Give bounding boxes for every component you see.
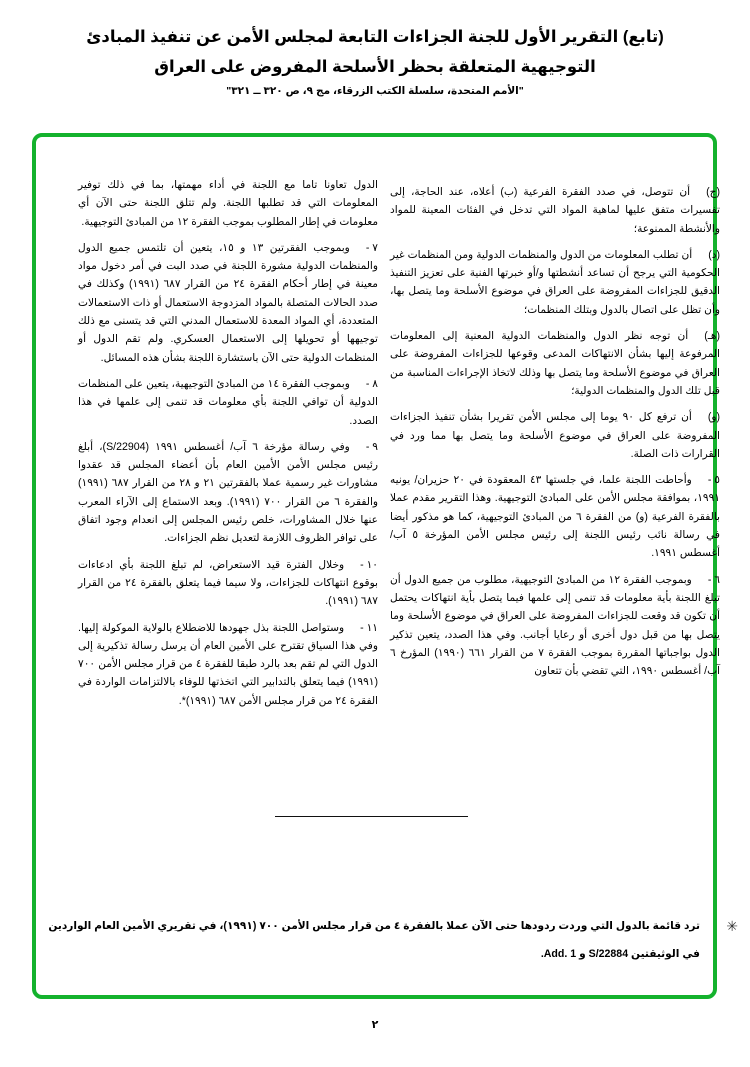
item-marker: (د) bbox=[708, 248, 720, 261]
title-line-2: التوجيهية المتعلقة بحظر الأسلحة المفروض على العراق bbox=[154, 58, 596, 76]
paragraph-8 bbox=[78, 375, 378, 430]
paragraph-7 bbox=[78, 239, 378, 367]
paragraph-h bbox=[390, 327, 720, 400]
paragraph-text: أن تطلب المعلومات من الدول والمنظمات الدولية ومن المنظمات غير الحكومية التي يرجح أن تساعد أنشطتها و/أو خبرتها الفنية على تعزيز التنفيذ الدقيق للجزاءات المفروضة على العراق في موضوع الأسلحة وما يتصل بها، وأن تظل على اتصال بالدول وبتلك المنظمات؛ bbox=[390, 248, 720, 316]
paragraph-text: وبموجب الفقرتين ١٣ و ١٥، يتعين أن تلتمس جميع الدول والمنظمات الدولية مشورة اللجنة في صدد البت في أمر دخول مواد معينة في إطار أحكام الفقرة ٢٤ من القرار ٦٨٧ (١٩٩١) وكذلك في صدد الحالات المتصلة بالمواد المزدوجة الاستعمال أو ذات الاستعمالات المتعددة، أي المواد المعدة للاستعمال المدني التي قد يتسنى مع ذلك توجيهها أو تحويلها إلى الاستعمال العسكري. ولم تقم الدول أو المنظمات الدولية حتى الآن باستشارة اللجنة بشأن هذه المسائل. bbox=[78, 241, 378, 364]
left-column bbox=[78, 176, 378, 718]
asterisk-icon: ✳ bbox=[726, 918, 738, 934]
paragraph-text: وستواصل اللجنة بذل جهودها للاضطلاع بالولاية الموكولة إليها. وفي هذا السياق تقترح على الأمين العام أن يرسل رسالة تذكيرية إلى الدول التي لم تقم بعد بالرد طبقا للفقرة ٤ من قرار مجلس الأمن ٧٠٠ (١٩٩١) فيما يتعلق بالتدابير التي اتخذتها للوفاء بالالتزامات الواردة في الفقرة ٢٤ من قرار مجلس الأمن ٦٨٧ (١٩٩١)*. bbox=[78, 621, 378, 707]
paragraph-c bbox=[390, 183, 720, 238]
paragraph-text: أن تتوصل، في صدد الفقرة الفرعية (ب) أعلاه، عند الحاجة، إلى تفسيرات متفق عليها لماهية المواد التي تدخل في الفئات المعينة للمواد والأنشطة الممنوعة؛ bbox=[390, 186, 720, 235]
item-marker: (و) bbox=[707, 411, 720, 424]
paragraph-text: وبموجب الفقرة ١٤ من المبادئ التوجيهية، يتعين على المنظمات الدولية أن توافي اللجنة بأي معلومات قد تنمى إلى علمها في هذا الصدد. bbox=[78, 377, 378, 427]
item-marker: ٥ - bbox=[707, 474, 720, 487]
item-marker: ٨ - bbox=[365, 377, 378, 390]
source-citation: "الأمم المتحدة، سلسلة الكتب الزرقاء، مج ٩، ص ٣٢٠ ــ ٣٢١" bbox=[226, 85, 524, 97]
paragraph-w bbox=[390, 408, 720, 463]
paragraph-6-continued bbox=[78, 176, 378, 231]
paragraph-text: وبموجب الفقرة ١٢ من المبادئ التوجيهية، مطلوب من جميع الدول أن تبلغ اللجنة بأية معلومات قد تنمى إلى علمها فيما يتصل بأية انتهاكات يحتمل أن تكون قد وقعت للجزاءات المفروضة على العراق في موضوع الأسلحة وما يتصل بها من قبل دول أخرى أو رعايا أجانب. وفي هذا الصدد، يتعين تذكير الدول بواجباتها المقررة بموجب الفقرة ٧ من القرار ٦٦١ (١٩٩٠) المؤرخ ٦ آب/ أغسطس ١٩٩٠، التي تقضي بأن تتعاون bbox=[390, 573, 720, 678]
item-marker: ٧ - bbox=[365, 241, 378, 254]
paragraph-11 bbox=[78, 619, 378, 710]
paragraph-text: أن توجه نظر الدول والمنظمات الدولية المعنية إلى المعلومات المرفوعة إليها بشأن الانتهاكات المدعى وقوعها للجزاءات المفروضة على العراق في موضوع الأسلحة وما يتصل بها وذلك لاتخاذ الإجراءات المناسبة من قبل تلك الدول والمنظمات الدولية؛ bbox=[390, 330, 720, 397]
footnote-separator bbox=[275, 816, 468, 817]
item-marker: ٩ - bbox=[365, 440, 378, 453]
paragraph-text: أن ترفع كل ٩٠ يوما إلى مجلس الأمن تقريرا بشأن تنفيذ الجزاءات المفروضة على العراق في موضوع الأسلحة وما يتصل بها مما ورد في القرارات ذات الصلة. bbox=[390, 411, 720, 460]
paragraph-5 bbox=[390, 471, 720, 562]
paragraph-6 bbox=[390, 571, 720, 681]
paragraph-text: وخلال الفترة قيد الاستعراض، لم تبلغ اللجنة بأي ادعاءات بوقوع انتهاكات للجزاءات، ولا سيما فيما يتعلق بالفقرة ٢٤ من القرار ٦٨٧ (١٩٩١). bbox=[78, 558, 378, 608]
paragraph-9 bbox=[78, 438, 378, 548]
paragraph-text: وأحاطت اللجنة علما، في جلستها ٤٣ المعقودة في ٢٠ حزيران/ يونيه ١٩٩١، بموافقة مجلس الأمن على المبادئ التوجيهية. وهذا التقرير مقدم عملا بالفقرة الفرعية (و) من الفقرة ٦ من المبادئ التوجيهية، كما هو مذكور أيضا في رسالة نائب رئيس اللجنة إلى رئيس مجلس الأمن المؤرخة ٥ آب/ أغسطس ١٩٩١. bbox=[390, 474, 720, 560]
footnote-line-2: في الوثيقتين S/22884 و Add. 1. bbox=[540, 948, 700, 960]
document-header bbox=[0, 22, 750, 100]
paragraph-text: الدول تعاونا تاما مع اللجنة في أداء مهمتها، بما في ذلك توفير المعلومات التي قد تطلبها اللجنة. ولم تتلق اللجنة حتى الآن أي معلومات في إطار المطلوب بموجب الفقرة ١٢ من المبادئ التوجيهية. bbox=[78, 179, 378, 228]
item-marker: ١٠ - bbox=[360, 558, 378, 571]
item-marker: ٦ - bbox=[707, 573, 720, 586]
footnote bbox=[48, 912, 738, 968]
footnote-line-1: ترد قائمة بالدول التي وردت ردودها حتى الآن عملا بالفقرة ٤ من قرار مجلس الأمن ٧٠٠ (١٩٩١)، في تقريري الأمين العام الواردين bbox=[48, 920, 700, 932]
item-marker: ١١ - bbox=[360, 621, 378, 634]
paragraph-10 bbox=[78, 556, 378, 611]
right-column bbox=[390, 183, 720, 688]
item-marker: (ج) bbox=[706, 186, 720, 198]
paragraph-text: وفي رسالة مؤرخة ٦ آب/ أغسطس ١٩٩١ (S/22904)، أبلغ رئيس مجلس الأمن الأمين العام بأن أعضاء المجلس قد عقدوا مشاورات غير رسمية عملا بالفقرتين ٢١ و ٢٨ من القرار ٦٨٧ (١٩٩١) والفقرة ٦ من القرار ٧٠٠ (١٩٩١). وبعد الاستماع إلى الآراء المعرب عنها خلال المشاورات، خلص رئيس المجلس إلى انعدام وجود اتفاق على توافر الظروف اللازمة لتعديل نظم الجزاءات. bbox=[78, 440, 378, 545]
paragraph-d bbox=[390, 246, 720, 319]
item-marker: (هـ) bbox=[704, 330, 720, 343]
page-number: ٢ bbox=[371, 1019, 379, 1031]
title-line-1: (تابع) التقرير الأول للجنة الجزاءات التابعة لمجلس الأمن عن تنفيذ المبادئ bbox=[86, 28, 664, 46]
